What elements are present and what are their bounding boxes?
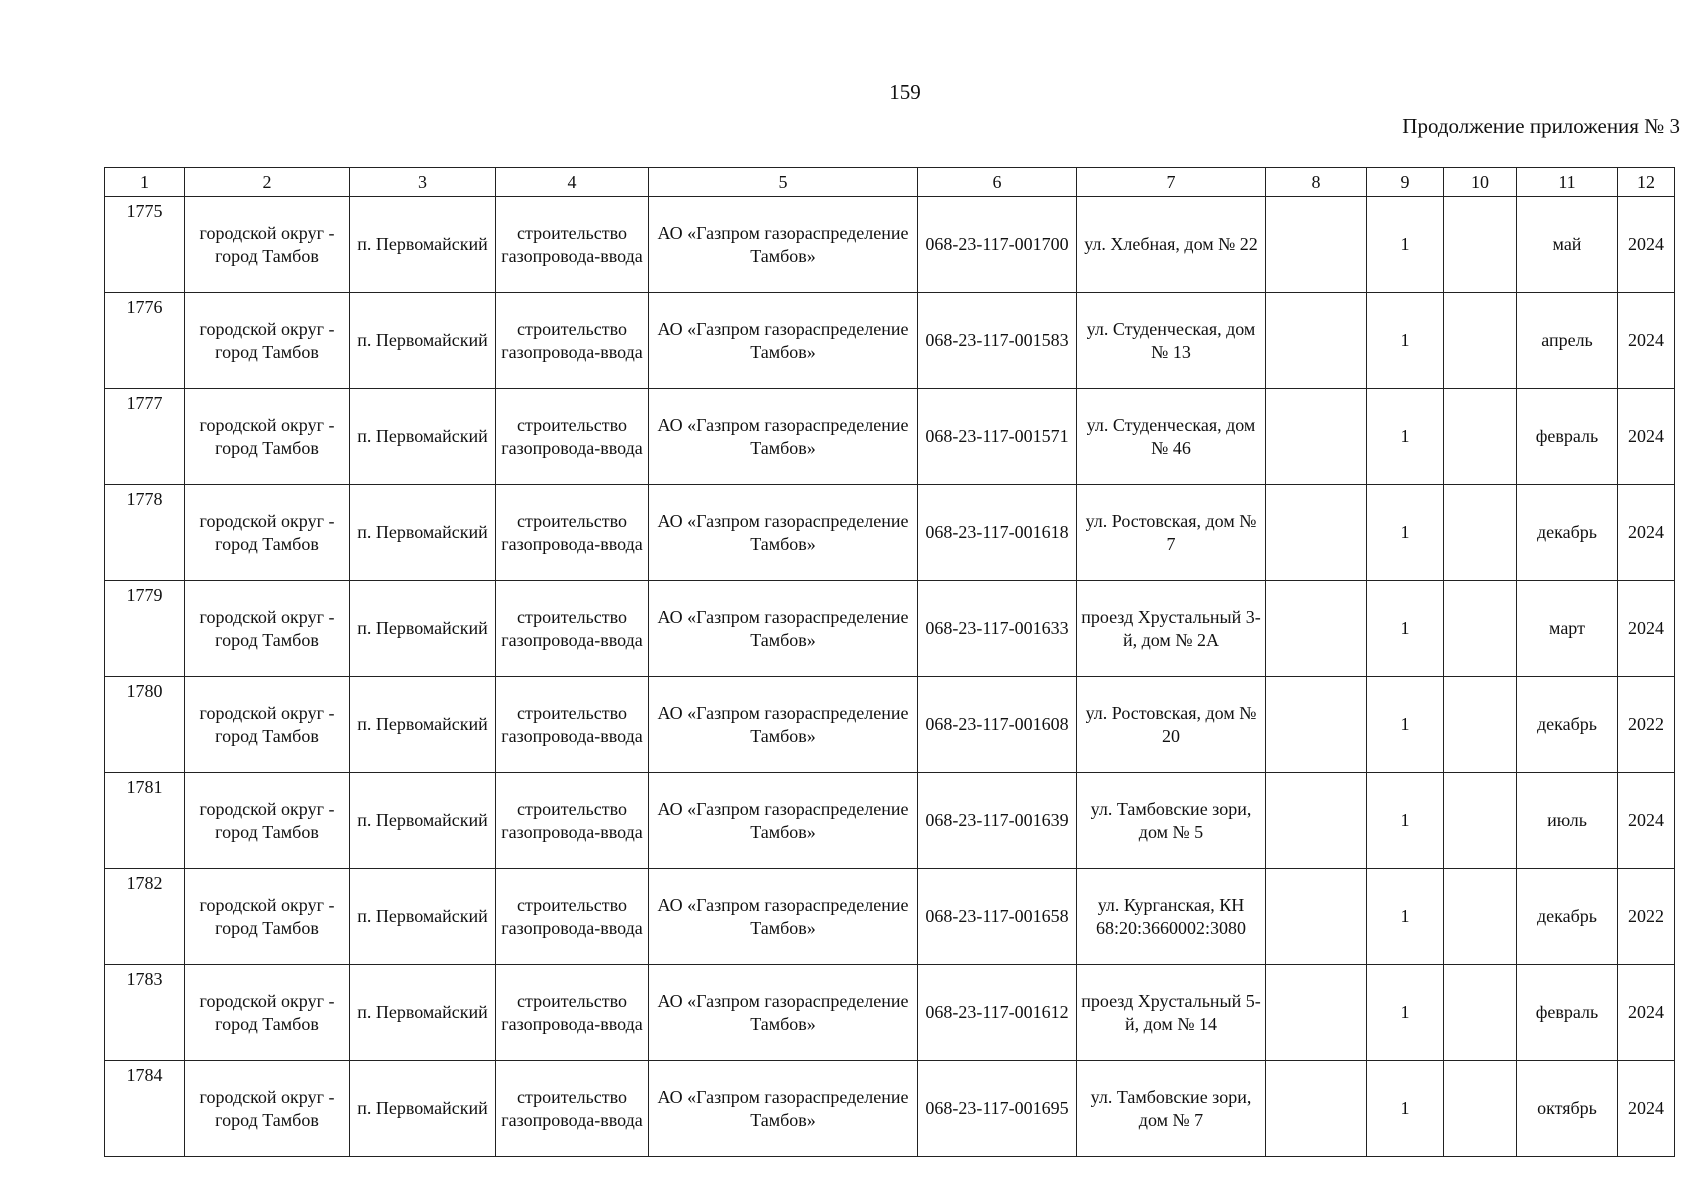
settlement-cell: п. Первомайский <box>350 773 496 869</box>
quantity-cell: 1 <box>1367 293 1444 389</box>
organization-cell: АО «Газпром газораспределение Тамбов» <box>649 197 918 293</box>
work-type-cell: строительство газопровода-ввода <box>496 581 649 677</box>
table-row <box>105 581 1675 677</box>
row-number-cell: 1784 <box>105 1061 185 1157</box>
registry-table <box>104 167 1675 1157</box>
table-row <box>105 197 1675 293</box>
work-type-cell: строительство газопровода-ввода <box>496 869 649 965</box>
column-8-cell <box>1266 293 1367 389</box>
column-header: 9 <box>1367 168 1444 197</box>
registry-code-cell: 068-23-117-001658 <box>918 869 1077 965</box>
organization-cell: АО «Газпром газораспределение Тамбов» <box>649 869 918 965</box>
work-type-cell: строительство газопровода-ввода <box>496 485 649 581</box>
row-number-cell: 1781 <box>105 773 185 869</box>
column-header: 8 <box>1266 168 1367 197</box>
column-10-cell <box>1444 293 1517 389</box>
address-cell: проезд Хрустальный 5-й, дом № 14 <box>1077 965 1266 1061</box>
column-header: 1 <box>105 168 185 197</box>
registry-code-cell: 068-23-117-001639 <box>918 773 1077 869</box>
registry-code-cell: 068-23-117-001618 <box>918 485 1077 581</box>
organization-cell: АО «Газпром газораспределение Тамбов» <box>649 389 918 485</box>
column-header: 12 <box>1618 168 1675 197</box>
organization-cell: АО «Газпром газораспределение Тамбов» <box>649 581 918 677</box>
settlement-cell: п. Первомайский <box>350 197 496 293</box>
work-type-cell: строительство газопровода-ввода <box>496 293 649 389</box>
registry-code-cell: 068-23-117-001583 <box>918 293 1077 389</box>
row-number-cell: 1780 <box>105 677 185 773</box>
registry-code-cell: 068-23-117-001608 <box>918 677 1077 773</box>
table-row <box>105 965 1675 1061</box>
header-row <box>105 168 1675 197</box>
registry-code-cell: 068-23-117-001633 <box>918 581 1077 677</box>
column-8-cell <box>1266 677 1367 773</box>
quantity-cell: 1 <box>1367 389 1444 485</box>
row-number-cell: 1782 <box>105 869 185 965</box>
year-cell: 2024 <box>1618 485 1675 581</box>
month-cell: декабрь <box>1517 677 1618 773</box>
month-cell: апрель <box>1517 293 1618 389</box>
quantity-cell: 1 <box>1367 197 1444 293</box>
work-type-cell: строительство газопровода-ввода <box>496 773 649 869</box>
month-cell: октябрь <box>1517 1061 1618 1157</box>
registry-code-cell: 068-23-117-001695 <box>918 1061 1077 1157</box>
quantity-cell: 1 <box>1367 965 1444 1061</box>
month-cell: март <box>1517 581 1618 677</box>
work-type-cell: строительство газопровода-ввода <box>496 677 649 773</box>
organization-cell: АО «Газпром газораспределение Тамбов» <box>649 677 918 773</box>
organization-cell: АО «Газпром газораспределение Тамбов» <box>649 1061 918 1157</box>
settlement-cell: п. Первомайский <box>350 293 496 389</box>
year-cell: 2024 <box>1618 293 1675 389</box>
table-row <box>105 773 1675 869</box>
address-cell: ул. Хлебная, дом № 22 <box>1077 197 1266 293</box>
registry-code-cell: 068-23-117-001571 <box>918 389 1077 485</box>
month-cell: июль <box>1517 773 1618 869</box>
year-cell: 2024 <box>1618 1061 1675 1157</box>
column-header: 7 <box>1077 168 1266 197</box>
month-cell: декабрь <box>1517 485 1618 581</box>
column-10-cell <box>1444 965 1517 1061</box>
table-row <box>105 869 1675 965</box>
table-row <box>105 389 1675 485</box>
settlement-cell: п. Первомайский <box>350 965 496 1061</box>
address-cell: ул. Курганская, КН 68:20:3660002:3080 <box>1077 869 1266 965</box>
quantity-cell: 1 <box>1367 773 1444 869</box>
year-cell: 2024 <box>1618 965 1675 1061</box>
district-cell: городской округ - город Тамбов <box>185 197 350 293</box>
column-10-cell <box>1444 1061 1517 1157</box>
month-cell: май <box>1517 197 1618 293</box>
address-cell: ул. Тамбовские зори, дом № 5 <box>1077 773 1266 869</box>
year-cell: 2024 <box>1618 773 1675 869</box>
column-8-cell <box>1266 869 1367 965</box>
month-cell: февраль <box>1517 965 1618 1061</box>
registry-code-cell: 068-23-117-001612 <box>918 965 1077 1061</box>
district-cell: городской округ - город Тамбов <box>185 773 350 869</box>
month-cell: декабрь <box>1517 869 1618 965</box>
quantity-cell: 1 <box>1367 869 1444 965</box>
column-8-cell <box>1266 773 1367 869</box>
year-cell: 2024 <box>1618 581 1675 677</box>
district-cell: городской округ - город Тамбов <box>185 869 350 965</box>
settlement-cell: п. Первомайский <box>350 581 496 677</box>
address-cell: ул. Тамбовские зори, дом № 7 <box>1077 1061 1266 1157</box>
district-cell: городской округ - город Тамбов <box>185 389 350 485</box>
row-number-cell: 1779 <box>105 581 185 677</box>
organization-cell: АО «Газпром газораспределение Тамбов» <box>649 773 918 869</box>
table-row <box>105 293 1675 389</box>
appendix-title: Продолжение приложения № 3 <box>1402 114 1680 138</box>
address-cell: ул. Ростовская, дом № 7 <box>1077 485 1266 581</box>
organization-cell: АО «Газпром газораспределение Тамбов» <box>649 965 918 1061</box>
quantity-cell: 1 <box>1367 677 1444 773</box>
column-10-cell <box>1444 773 1517 869</box>
address-cell: ул. Студенческая, дом № 46 <box>1077 389 1266 485</box>
column-header: 2 <box>185 168 350 197</box>
district-cell: городской округ - город Тамбов <box>185 581 350 677</box>
column-header: 3 <box>350 168 496 197</box>
year-cell: 2024 <box>1618 389 1675 485</box>
year-cell: 2022 <box>1618 869 1675 965</box>
table-row <box>105 677 1675 773</box>
quantity-cell: 1 <box>1367 1061 1444 1157</box>
column-8-cell <box>1266 581 1367 677</box>
settlement-cell: п. Первомайский <box>350 677 496 773</box>
year-cell: 2022 <box>1618 677 1675 773</box>
row-number-cell: 1776 <box>105 293 185 389</box>
table-row <box>105 1061 1675 1157</box>
district-cell: городской округ - город Тамбов <box>185 293 350 389</box>
column-header: 4 <box>496 168 649 197</box>
row-number-cell: 1775 <box>105 197 185 293</box>
settlement-cell: п. Первомайский <box>350 485 496 581</box>
column-10-cell <box>1444 197 1517 293</box>
quantity-cell: 1 <box>1367 581 1444 677</box>
table-row <box>105 485 1675 581</box>
row-number-cell: 1777 <box>105 389 185 485</box>
quantity-cell: 1 <box>1367 485 1444 581</box>
column-8-cell <box>1266 197 1367 293</box>
work-type-cell: строительство газопровода-ввода <box>496 389 649 485</box>
column-10-cell <box>1444 869 1517 965</box>
page-number: 159 <box>889 80 921 104</box>
organization-cell: АО «Газпром газораспределение Тамбов» <box>649 485 918 581</box>
address-cell: ул. Студенческая, дом № 13 <box>1077 293 1266 389</box>
settlement-cell: п. Первомайский <box>350 389 496 485</box>
column-header: 11 <box>1517 168 1618 197</box>
organization-cell: АО «Газпром газораспределение Тамбов» <box>649 293 918 389</box>
column-8-cell <box>1266 965 1367 1061</box>
district-cell: городской округ - город Тамбов <box>185 1061 350 1157</box>
settlement-cell: п. Первомайский <box>350 869 496 965</box>
column-header: 5 <box>649 168 918 197</box>
column-8-cell <box>1266 485 1367 581</box>
year-cell: 2024 <box>1618 197 1675 293</box>
work-type-cell: строительство газопровода-ввода <box>496 1061 649 1157</box>
district-cell: городской округ - город Тамбов <box>185 677 350 773</box>
district-cell: городской округ - город Тамбов <box>185 965 350 1061</box>
column-10-cell <box>1444 581 1517 677</box>
address-cell: ул. Ростовская, дом № 20 <box>1077 677 1266 773</box>
column-10-cell <box>1444 677 1517 773</box>
work-type-cell: строительство газопровода-ввода <box>496 965 649 1061</box>
district-cell: городской округ - город Тамбов <box>185 485 350 581</box>
column-10-cell <box>1444 389 1517 485</box>
address-cell: проезд Хрустальный 3-й, дом № 2А <box>1077 581 1266 677</box>
work-type-cell: строительство газопровода-ввода <box>496 197 649 293</box>
column-header: 6 <box>918 168 1077 197</box>
registry-code-cell: 068-23-117-001700 <box>918 197 1077 293</box>
month-cell: февраль <box>1517 389 1618 485</box>
column-8-cell <box>1266 389 1367 485</box>
column-10-cell <box>1444 485 1517 581</box>
row-number-cell: 1778 <box>105 485 185 581</box>
settlement-cell: п. Первомайский <box>350 1061 496 1157</box>
row-number-cell: 1783 <box>105 965 185 1061</box>
column-header: 10 <box>1444 168 1517 197</box>
table-body <box>105 197 1675 1157</box>
column-8-cell <box>1266 1061 1367 1157</box>
